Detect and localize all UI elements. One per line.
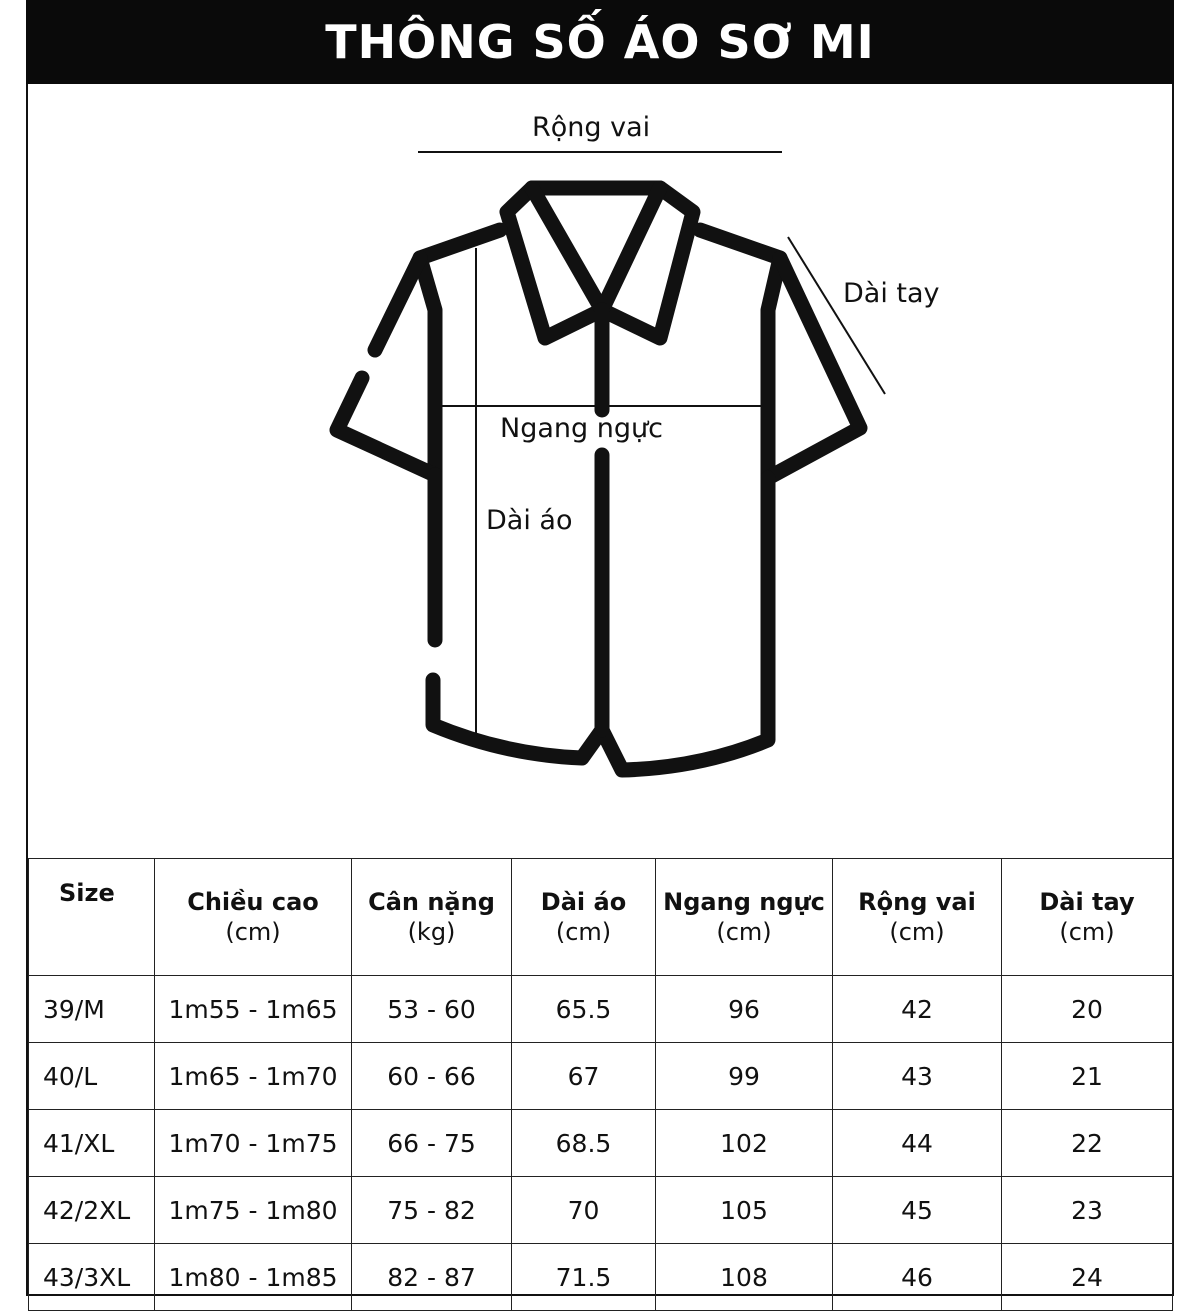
- cell-shoulder: 45: [833, 1177, 1002, 1244]
- cell-weight: 66 - 75: [352, 1110, 512, 1177]
- cell-shirt-length: 67: [512, 1043, 656, 1110]
- cell-height: 1m55 - 1m65: [155, 976, 352, 1043]
- cell-size: 41/XL: [29, 1110, 155, 1177]
- header-sleeve: Dài tay (cm): [1002, 859, 1173, 976]
- cell-shirt-length: 65.5: [512, 976, 656, 1043]
- cell-weight: 82 - 87: [352, 1244, 512, 1311]
- header-size: Size: [29, 859, 155, 976]
- cell-size: 43/3XL: [29, 1244, 155, 1311]
- table-header-row: [29, 859, 1173, 976]
- shirt-outline-icon: [300, 100, 940, 790]
- cell-shoulder: 43: [833, 1043, 1002, 1110]
- cell-weight: 53 - 60: [352, 976, 512, 1043]
- cell-height: 1m65 - 1m70: [155, 1043, 352, 1110]
- cell-chest: 105: [656, 1177, 833, 1244]
- cell-shirt-length: 71.5: [512, 1244, 656, 1311]
- cell-weight: 60 - 66: [352, 1043, 512, 1110]
- cell-chest: 102: [656, 1110, 833, 1177]
- cell-height: 1m70 - 1m75: [155, 1110, 352, 1177]
- cell-shoulder: 42: [833, 976, 1002, 1043]
- table-row: [29, 1110, 1173, 1177]
- title-bar: [26, 0, 1174, 84]
- header-height: Chiều cao (cm): [155, 859, 352, 976]
- table-row: [29, 1043, 1173, 1110]
- header-shirt-length: Dài áo (cm): [512, 859, 656, 976]
- page-title: THÔNG SỐ ÁO SƠ MI: [325, 15, 875, 69]
- header-chest: Ngang ngực (cm): [656, 859, 833, 976]
- cell-size: 40/L: [29, 1043, 155, 1110]
- cell-shirt-length: 70: [512, 1177, 656, 1244]
- header-weight: Cân nặng (kg): [352, 859, 512, 976]
- cell-size: 39/M: [29, 976, 155, 1043]
- header-shoulder: Rộng vai (cm): [833, 859, 1002, 976]
- shoulder-width-label: Rộng vai: [532, 112, 651, 143]
- cell-size: 42/2XL: [29, 1177, 155, 1244]
- cell-height: 1m80 - 1m85: [155, 1244, 352, 1311]
- cell-sleeve: 20: [1002, 976, 1173, 1043]
- cell-height: 1m75 - 1m80: [155, 1177, 352, 1244]
- size-chart-table: [28, 858, 1173, 1311]
- cell-weight: 75 - 82: [352, 1177, 512, 1244]
- table-row: [29, 976, 1173, 1043]
- cell-shoulder: 46: [833, 1244, 1002, 1311]
- cell-shoulder: 44: [833, 1110, 1002, 1177]
- table-row: [29, 1244, 1173, 1311]
- cell-sleeve: 22: [1002, 1110, 1173, 1177]
- cell-chest: 96: [656, 976, 833, 1043]
- cell-sleeve: 21: [1002, 1043, 1173, 1110]
- chest-width-label: Ngang ngực: [500, 413, 663, 444]
- cell-sleeve: 23: [1002, 1177, 1173, 1244]
- cell-chest: 108: [656, 1244, 833, 1311]
- cell-shirt-length: 68.5: [512, 1110, 656, 1177]
- cell-chest: 99: [656, 1043, 833, 1110]
- body-length-label: Dài áo: [486, 505, 573, 536]
- shirt-diagram: [300, 100, 940, 790]
- sleeve-length-label: Dài tay: [843, 278, 940, 309]
- cell-sleeve: 24: [1002, 1244, 1173, 1311]
- table-row: [29, 1177, 1173, 1244]
